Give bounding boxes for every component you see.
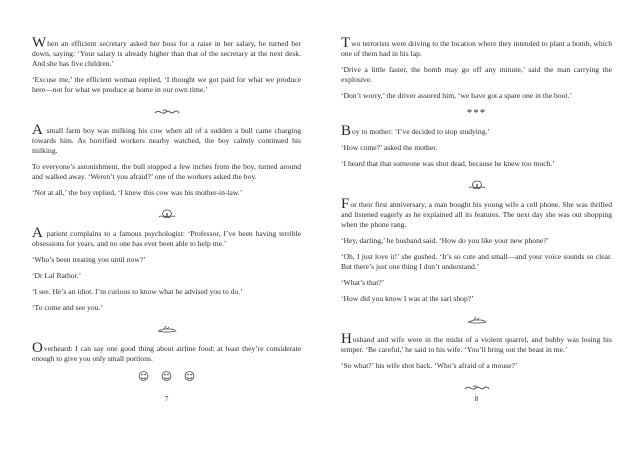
paragraph: A patient complains to a famous psychologist: ‘Professor, I’ve been having terrible obsessions for years, and no one has ever been able to help me.’ — [32, 225, 301, 248]
paragraph: ‘I heard that that someone was shot dead, because he knew too much.’ — [341, 159, 555, 168]
paragraph: ‘Dr Lal Rathor.’ — [32, 271, 82, 280]
paragraph: ‘Oh, I just love it!’ she gushed. ‘It’s so cute and small—and your voice sounds so clear. But there’s just one thing I don’t understand.’ — [341, 252, 612, 271]
page-number: 7 — [164, 394, 169, 403]
paragraph: Boy to mother: ‘I’ve decided to stop studying.’ — [341, 123, 490, 139]
paragraph: ‘What’s that?’ — [341, 278, 385, 287]
swirl-ornament-icon — [32, 104, 301, 116]
paragraph: For their first anniversary, a man bought his young wife a cell phone. She was thrilled and listened eagerly as he explained all its features. The next day she was out shopping when the phone rang. — [341, 196, 612, 229]
page-number: 8 — [474, 394, 479, 403]
paragraph: ‘How did you know I was at the sari shop?’ — [341, 294, 474, 303]
paragraph: Overheard: I can say one good thing about airline food: at least they’re considerate enough to give you only small portions. — [32, 340, 301, 363]
stars-ornament: *** — [466, 107, 487, 119]
drop-cap: T — [341, 35, 351, 51]
drop-cap: H — [341, 331, 352, 347]
paragraph: ‘Drive a little faster, the bomb may go off any minute,’ said the man carrying the explosive. — [341, 65, 612, 84]
paragraph: ‘I see. He’s an idiot. I’m curious to know what he advised you to do.’ — [32, 287, 243, 296]
paragraph: ‘Hey, darling,’ he husband said. ‘How do you like your new phone?’ — [341, 236, 550, 245]
paragraph: ‘Don’t worry,’ the driver assured him, ‘we have got a spare one in the boot.’ — [341, 91, 572, 100]
paragraph: A small farm boy was milking his cow when all of a sudden a bull came charging towards him. As horrified workers nearby watched, the boy calmly continued his milking. — [32, 122, 301, 155]
paragraph: ‘To come and see you.’ — [32, 303, 103, 312]
drop-cap: A — [32, 225, 43, 241]
flourish-ornament-icon — [341, 178, 612, 190]
drop-cap: B — [341, 123, 352, 139]
paragraph: ‘So what?’ his wife shot back. ‘Who’s afraid of a mouse?’ — [341, 361, 518, 370]
flourish-ornament-icon — [32, 207, 301, 219]
drop-cap: F — [341, 196, 350, 212]
paragraph: ‘How come?’ asked the mother. — [341, 143, 438, 152]
drop-cap: A — [32, 122, 43, 138]
paragraph: ‘Not at all,’ the boy replied, ‘I knew this cow was his mother-in-law.’ — [32, 188, 243, 197]
paragraph: ‘Who’s been treating you until now?’ — [32, 255, 146, 264]
paragraph: To everyone’s astonishment, the bull stopped a few inches from the boy, turned around and walked away. ‘Weren’t you afraid?’ one of the workers asked the boy. — [32, 162, 301, 181]
paragraph: ‘Excuse me,’ the efficient woman replied, ‘I thought we got paid for what we produce here—not for what we produce at home in our own time.’ — [32, 75, 301, 94]
hand-ornament-icon — [341, 313, 612, 325]
hand-ornament-icon — [32, 322, 301, 334]
paragraph: Husband and wife were in the midst of a violent quarrel, and hubby was losing his temper. ‘Be careful,’ he said to his wife. ‘You’ll bring out the beast in me.’ — [341, 331, 612, 354]
swirl-ornament-icon — [341, 380, 612, 392]
drop-cap: O — [32, 340, 43, 356]
paragraph: When an efficient secretary asked her boss for a raise in her salary, he turned her down, saying: ‘Your salary is already higher than that of the secretary at the next desk. And she has five children.’ — [32, 35, 301, 68]
drop-cap: W — [32, 35, 47, 51]
paragraph: Two terrorists were driving to the location where they intended to plant a bomb, which one of them had in his lap. — [341, 35, 612, 58]
right-page — [319, 0, 638, 451]
smiley-icons: ☺ ☺ ☺ — [137, 370, 196, 383]
